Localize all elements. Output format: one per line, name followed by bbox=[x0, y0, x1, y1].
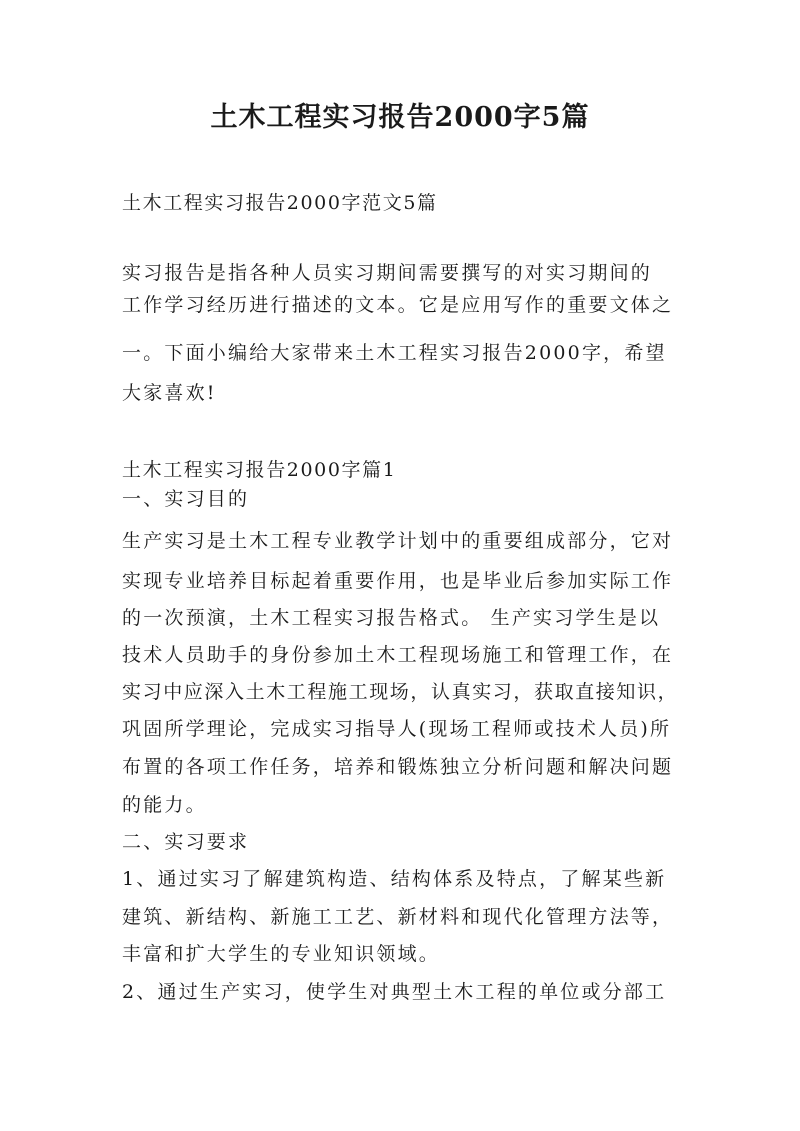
purpose-line: 的能力。 bbox=[122, 794, 207, 816]
purpose-line: 实现专业培养目标起着重要作用，也是毕业后参加实际工作 bbox=[122, 570, 674, 592]
purpose-line: 的一次预演，土木工程实习报告格式。 生产实习学生是以 bbox=[122, 607, 661, 629]
requirement-line: 建筑、新结构、新施工工艺、新材料和现代化管理方法等， bbox=[122, 906, 674, 928]
intro-line: 工作学习经历进行描述的文本。它是应用写作的重要文体之 bbox=[122, 294, 674, 316]
requirement-line: 1、通过实习了解建筑构造、结构体系及特点，了解某些新 bbox=[122, 868, 667, 890]
purpose-line: 巩固所学理论，完成实习指导人(现场工程师或技术人员)所 bbox=[122, 718, 672, 740]
purpose-line: 生产实习是土木工程专业教学计划中的重要组成部分，它对 bbox=[122, 530, 674, 552]
section-title: 土木工程实习报告2000字篇1 bbox=[122, 459, 397, 481]
purpose-line: 布置的各项工作任务，培养和锻炼独立分析问题和解决问题 bbox=[122, 756, 674, 778]
intro-line: 一。下面小编给大家带来土木工程实习报告2000字，希望 bbox=[122, 342, 667, 364]
requirement-line: 2、通过生产实习，使学生对典型土木工程的单位或分部工 bbox=[122, 981, 667, 1003]
intro-line: 大家喜欢! bbox=[122, 382, 217, 404]
intro-line: 实习报告是指各种人员实习期间需要撰写的对实习期间的 bbox=[122, 262, 653, 284]
document-subtitle: 土木工程实习报告2000字范文5篇 bbox=[122, 192, 438, 214]
purpose-line: 技术人员助手的身份参加土木工程现场施工和管理工作，在 bbox=[122, 644, 674, 666]
section-heading-requirements: 二、实习要求 bbox=[122, 831, 250, 853]
requirement-line: 丰富和扩大学生的专业知识领域。 bbox=[122, 943, 441, 965]
purpose-line: 实习中应深入土木工程施工现场，认真实习，获取直接知识， bbox=[122, 681, 679, 703]
section-heading-purpose: 一、实习目的 bbox=[122, 488, 250, 510]
document-title: 土木工程实习报告2000字5篇 bbox=[210, 102, 590, 133]
